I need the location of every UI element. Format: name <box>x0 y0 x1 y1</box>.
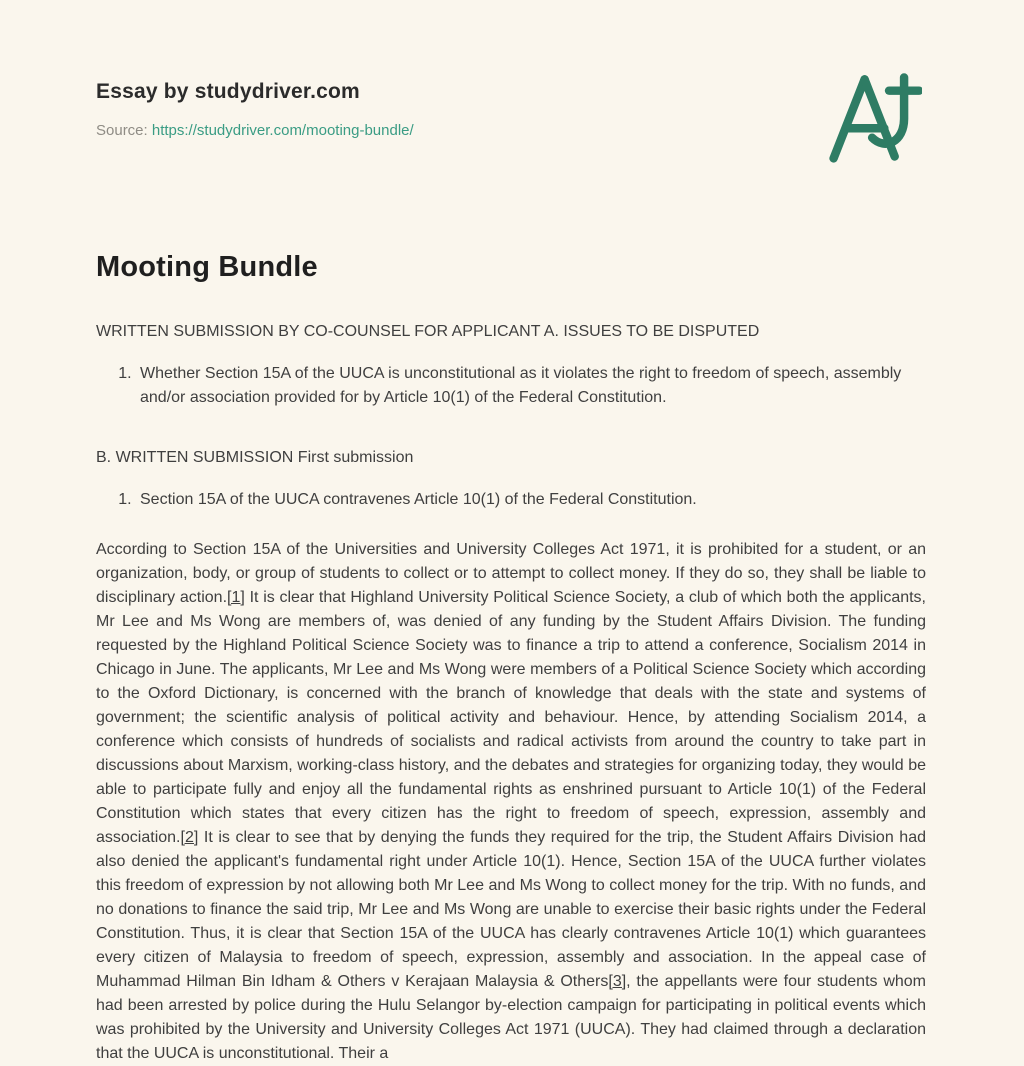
submission-list <box>96 488 926 512</box>
page-title: Essay by studydriver.com <box>96 80 360 103</box>
paragraph-text: It is clear that Highland University Political Science Society, a club of which both the applicants, Mr Lee and Ms Wong are members of, was denied of any funding by the Student Affairs Division. The funding requested by the Highland Political Science Society was to finance a trip to attend a conference, Socialism 2014 in Chicago in June. The applicants, Mr Lee and Ms Wong were members of a Political Science Society which according to the Oxford Dictionary, is concerned with the branch of knowledge that deals with the state and systems of government; the scientific analysis of political activity and behaviour. Hence, by attending Socialism 2014, a conference which consists of hundreds of socialists and radical activists from around the country to take part in discussions about Marxism, working-class history, and the debates and strategies for organizing today, they would be able to participate fully and enjoy all the fundamental rights as enshrined pursuant to Article 10(1) of the Federal Constitution which states that every citizen has the right to freedom of speech, expression, assembly and association. <box>96 589 927 846</box>
paragraph-text: , the appellants were four students whom had been arrested by police during the Hulu Selangor by-election campaign for participating in political events which was prohibited by the University and University Colleges Act 1971 (UUCA). They had claimed through a declaration that the UUCA is unconstitutional. Their a <box>96 973 926 1062</box>
source-line <box>96 122 926 139</box>
source-url-link[interactable]: https://studydriver.com/mooting-bundle/ <box>151 122 414 139</box>
footnote-ref-link[interactable]: [2] <box>180 829 199 846</box>
footnote-ref-link[interactable]: [1] <box>227 589 245 606</box>
paragraph-text: It is clear to see that by denying the funds they required for the trip, the Student Affairs Division had also denied the applicant's fundamental right under Article 10(1). Hence, Section 15A of the UUCA further violates this freedom of expression by not allowing both Mr Lee and Ms Wong to collect money for the trip. With no funds, and no donations to finance the said trip, Mr Lee and Ms Wong are unable to exercise their basic rights under the Federal Constitution. Thus, it is clear that Section 15A of the UUCA has clearly contravenes Article 10(1) which guarantees every citizen of Malaysia to freedom of speech, expression, assembly and association. In the appeal case of Muhammad Hilman Bin Idham & Others v Kerajaan Malaysia & Others <box>96 829 926 990</box>
document-title: Mooting Bundle <box>96 251 318 283</box>
section-b-heading: B. WRITTEN SUBMISSION First submission <box>96 449 414 466</box>
section-a-heading: WRITTEN SUBMISSION BY CO-COUNSEL FOR APPLICANT A. ISSUES TO BE DISPUTED <box>96 323 760 340</box>
list-item: 1. Whether Section 15A of the UUCA is unconstitutional as it violates the right to freedom of speech, assembly and/or association provided for by Article 10(1) of the Federal Constitution. <box>136 362 926 410</box>
paragraph-text: According to Section 15A of the Universities and University Colleges Act 1971, it is prohibited for a student, or an organization, body, or group of students to collect or to attempt to collect money. If they do so, they shall be liable to disciplinary action. <box>96 541 926 606</box>
source-label: Source: <box>96 122 148 139</box>
studydriver-logo-icon <box>826 70 922 164</box>
footnote-ref-link[interactable]: [3] <box>608 973 627 990</box>
issues-list <box>96 362 926 410</box>
body-paragraph <box>96 538 926 1066</box>
list-item: 1. Section 15A of the UUCA contravenes Article 10(1) of the Federal Constitution. <box>136 488 926 512</box>
